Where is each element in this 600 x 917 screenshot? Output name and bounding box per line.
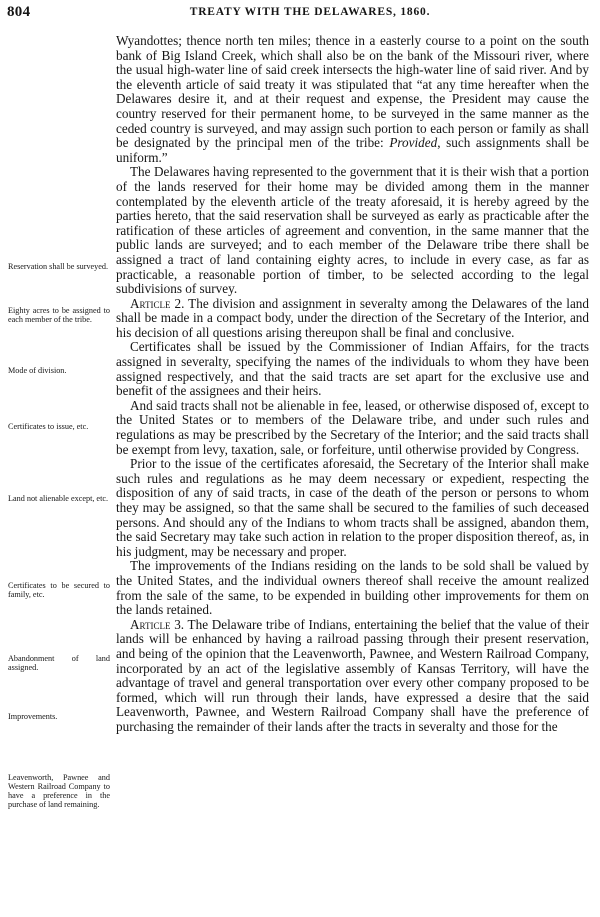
- margin-note-improvements: Improvements.: [8, 712, 58, 721]
- paragraph-certificates: Certificates shall be issued by the Commissioner of Indian Affairs, for the tracts assigned in severalty, specifying the names of the individuals to whom they have been assigned respectively, and that the said tracts are set apart for the exclusive use and benefit of the assignees and their heirs.: [116, 339, 589, 399]
- paragraph-text: Wyandottes; thence north ten miles; thence in a easterly course to a point on the south bank of Big Island Creek, which shall also be on the bank of the Missouri river, where the usual high-water line of said creek intersects the high-water line of said river. And by the eleventh article of said treaty it was stipulated that “at any time hereafter when the Delawares desire it, and at their request and expense, the President may cause the country reserved for their permanent home, to be surveyed in the same manner as the ceded country is surveyed, and may assign such portion to each person or family as shall be designated by the principal men of the tribe:: [116, 33, 589, 151]
- margin-note-abandonment: Abandonment of land assigned.: [8, 654, 110, 672]
- paragraph-survey: The Delawares having represented to the government that it is their wish that a portion of the lands reserved for their home may be divided among them in the manner contemplated by the eleventh article of the treaty aforesaid, it is hereby agreed by the parties hereto, that the said reservation shall be surveyed as early as practicable after the ratification of these articles of agreement and convention, in the same manner that the public lands are surveyed; and to each member of the Delaware tribe there shall be assigned a tract of land containing eighty acres, to include in every case, as far as practicable, a reasonable portion of timber, to be selected according to the legal subdivisions of survey.: [116, 164, 589, 297]
- margin-note-railroad: Leavenworth, Pawnee and Western Railroad Company to have a preference in the purchase of land remaining.: [8, 773, 110, 809]
- paragraph-secured-family: Prior to the issue of the certificates aforesaid, the Secretary of the Interior shall make such rules and regulations as he may deem necessary or expedient, respecting the disposition of any of said tracts, in case of the death of the person or persons to whom they may be assigned, so that the same shall be secured to the families of such deceased persons. And should any of the Indians to whom tracts shall be assigned, abandon them, the said Secretary may take such action in relation to the proper disposition thereof, as, in his judgment, may be necessary and proper.: [116, 456, 589, 559]
- paragraph-not-alienable: And said tracts shall not be alienable in fee, leased, or otherwise disposed of, except to the United States or to members of the Delaware tribe, and under such rules and regulations as may be prescribed by the Secretary of the Interior; and the said tracts shall be exempt from levy, taxation, sale, or forfeiture, until otherwise provided by Congress.: [116, 397, 589, 457]
- margin-note-eighty-acres: Eighty acres to be assigned to each member of the tribe.: [8, 306, 110, 324]
- margin-note-survey: Reservation shall be surveyed.: [8, 262, 109, 271]
- paragraph-boundaries: [116, 34, 589, 165]
- article-3-text: The Delaware tribe of Indians, entertaining the belief that the value of their lands will be enhanced by having a railroad passing through their present reservation, and being of the opinion that the Leavenworth, Pawnee, and Western Railroad Company, incorporated by an act of the legislative assembly of Kansas Territory, will have the advantage of travel and general transportation over every other company proposed to be formed, which will run through their lands, have expressed a desire that the said Leavenworth, Pawnee, and Western Railroad Company shall have the preference of purchasing the remainder of their lands after the tracts in severalty and those for the: [116, 616, 590, 734]
- paragraph-improvements: The improvements of the Indians residing on the lands to be sold shall be valued by the United States, and the individual owners thereof shall receive the amount realized from the sale of the same, to be expended in building other improvements for them on the lands retained.: [116, 558, 589, 618]
- article-2-label: Article: [130, 295, 171, 311]
- document-body: [116, 34, 589, 735]
- paragraph-article-2: [116, 297, 589, 341]
- margin-note-mode-of-division: Mode of division.: [8, 366, 67, 375]
- margin-note-certificates: Certificates to issue, etc.: [8, 422, 89, 431]
- paragraph-text-end: , such assignments shall be uniform.”: [116, 135, 589, 165]
- article-2-text: The division and assignment in severalty among the Delawares of the land shall be made in a compact body, under the direction of the Secretary of the Interior, and his decision of all questions arising thereupon shall be final and conclusive.: [116, 295, 589, 340]
- page-number: 804: [7, 4, 31, 20]
- article-3-label: Article: [130, 616, 171, 632]
- margin-note-not-alienable: Land not alienable except, etc.: [8, 494, 109, 503]
- margin-note-secured-family: Certificates to be secured to family, etc.: [8, 581, 110, 599]
- article-3-number: 3.: [170, 616, 185, 632]
- paragraph-article-3: [116, 618, 589, 735]
- article-2-number: 2.: [170, 295, 185, 311]
- running-title: TREATY WITH THE DELAWARES, 1860.: [189, 6, 431, 18]
- italic-provided: Provided: [389, 135, 438, 151]
- page-header: [0, 4, 600, 28]
